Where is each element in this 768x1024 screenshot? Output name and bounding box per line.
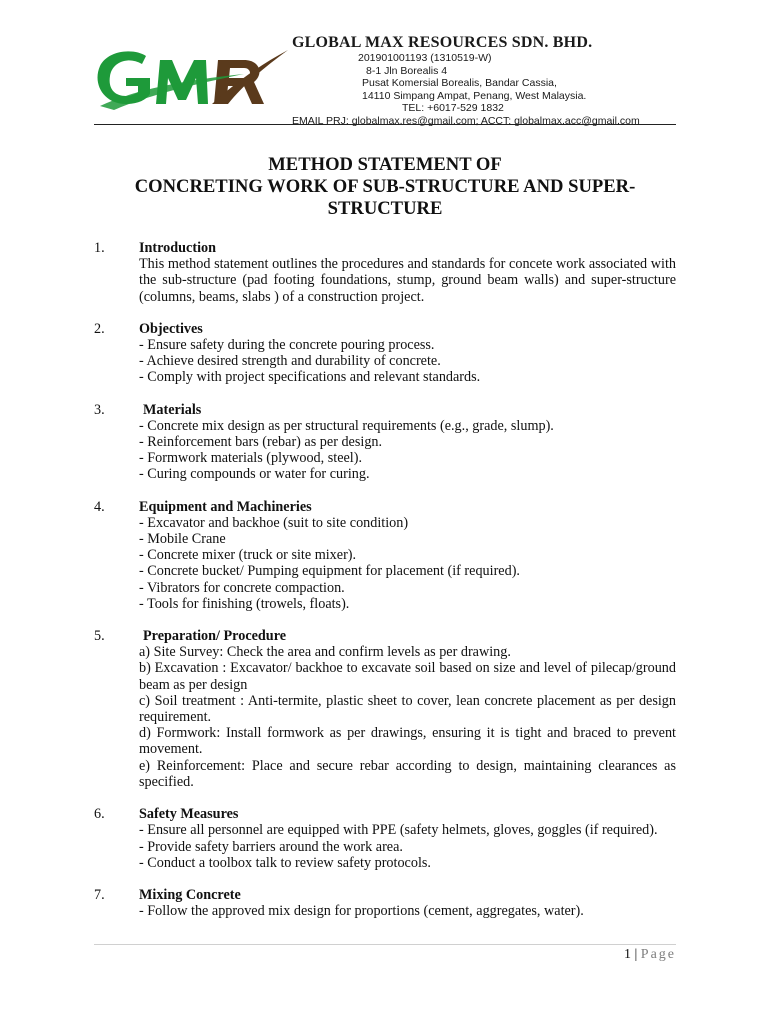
list-item: d) Formwork: Install formwork as per drawings, ensuring it is tight and braced to prevent movement.: [139, 725, 676, 758]
section-number: 4.: [94, 498, 105, 515]
list-item: - Mobile Crane: [139, 531, 226, 548]
section-number: 3.: [94, 401, 105, 418]
section-heading: Objectives: [139, 320, 203, 337]
section-heading: Mixing Concrete: [139, 886, 241, 903]
list-item: - Reinforcement bars (rebar) as per design.: [139, 434, 383, 451]
list-item: - Comply with project specifications and relevant standards.: [139, 369, 481, 386]
list-item: c) Soil treatment : Anti-termite, plastic sheet to cover, lean concrete placement as per design requirement.: [139, 692, 676, 726]
list-item: e) Reinforcement: Place and secure rebar according to design, maintaining clearances as specified.: [139, 757, 676, 790]
email-line: EMAIL PRJ: globalmax.res@gmail.com; ACCT: globalmax.acc@gmail.com: [292, 114, 640, 127]
section-safety: [94, 806, 676, 871]
section-number: 7.: [94, 886, 105, 903]
section-number: 6.: [94, 806, 105, 823]
footer-separator: |: [634, 947, 638, 962]
registration-number: 201901001193 (1310519-W): [358, 52, 492, 64]
company-info: [292, 34, 672, 128]
company-name: GLOBAL MAX RESOURCES SDN. BHD.: [292, 34, 593, 51]
list-item: - Follow the approved mix design for proportions (cement, aggregates, water).: [139, 903, 584, 920]
address-line-2: Pusat Komersial Borealis, Bandar Cassia,: [362, 77, 557, 90]
page-number: 1: [623, 947, 631, 962]
list-item: - Achieve desired strength and durability of concrete.: [139, 353, 441, 370]
list-item: - Formwork materials (plywood, steel).: [139, 450, 363, 467]
section-paragraph: This method statement outlines the procedures and standards for concete work associated with the sub-structure (pad footing foundations, stump, ground beam walls) and super-structure (columns, beams, slabs ) of a construction project.: [139, 256, 676, 305]
list-item: a) Site Survey: Check the area and confirm levels as per drawing.: [139, 644, 511, 661]
section-heading: Preparation/ Procedure: [143, 628, 287, 645]
list-item: - Ensure all personnel are equipped with PPE (safety helmets, gloves, goggles (if required).: [139, 822, 658, 839]
list-item: - Conduct a toolbox talk to review safety protocols.: [139, 854, 431, 871]
list-item: - Concrete mixer (truck or site mixer).: [139, 547, 357, 564]
page-label: Page: [640, 947, 676, 962]
section-number: 5.: [94, 628, 105, 645]
sections: [94, 240, 676, 935]
footer-divider: [94, 944, 676, 945]
section-objectives: [94, 321, 676, 386]
address-line-3: 14110 Simpang Ampat, Penang, West Malaysia.: [362, 89, 587, 102]
telephone: TEL: +6017-529 1832: [402, 102, 504, 115]
section-mixing: [94, 887, 676, 919]
list-item: - Concrete mix design as per structural requirements (e.g., grade, slump).: [139, 417, 554, 434]
section-introduction: [94, 240, 676, 305]
list-item: - Tools for finishing (trowels, floats).: [139, 595, 350, 612]
section-procedure: [94, 628, 676, 790]
section-materials: [94, 402, 676, 483]
section-number: 1.: [94, 240, 105, 256]
address-line-1: 8-1 Jln Borealis 4: [366, 64, 448, 77]
title-line-2: CONCRETING WORK OF SUB-STRUCTURE AND SUPER-: [134, 176, 636, 197]
page-footer: [624, 947, 676, 963]
list-item: - Provide safety barriers around the work area.: [139, 838, 403, 855]
section-heading: Safety Measures: [139, 806, 239, 823]
document-title: [94, 154, 676, 220]
section-equipment: [94, 499, 676, 612]
section-heading: Materials: [143, 401, 202, 418]
list-item: - Vibrators for concrete compaction.: [139, 579, 345, 596]
section-number: 2.: [94, 320, 105, 337]
title-line-1: METHOD STATEMENT OF: [268, 154, 502, 175]
list-item: - Ensure safety during the concrete pouring process.: [139, 337, 435, 354]
title-line-3: STRUCTURE: [327, 198, 443, 219]
list-item: b) Excavation : Excavator/ backhoe to excavate soil based on size and level of pilecap/ground beam as per design: [139, 660, 676, 693]
section-heading: Equipment and Machineries: [139, 498, 312, 515]
section-heading: Introduction: [139, 240, 216, 256]
company-logo: [94, 44, 290, 110]
list-item: - Excavator and backhoe (suit to site condition): [139, 514, 409, 531]
header-divider: [94, 124, 676, 125]
list-item: - Concrete bucket/ Pumping equipment for placement (if required).: [139, 563, 520, 580]
list-item: - Curing compounds or water for curing.: [139, 466, 370, 483]
